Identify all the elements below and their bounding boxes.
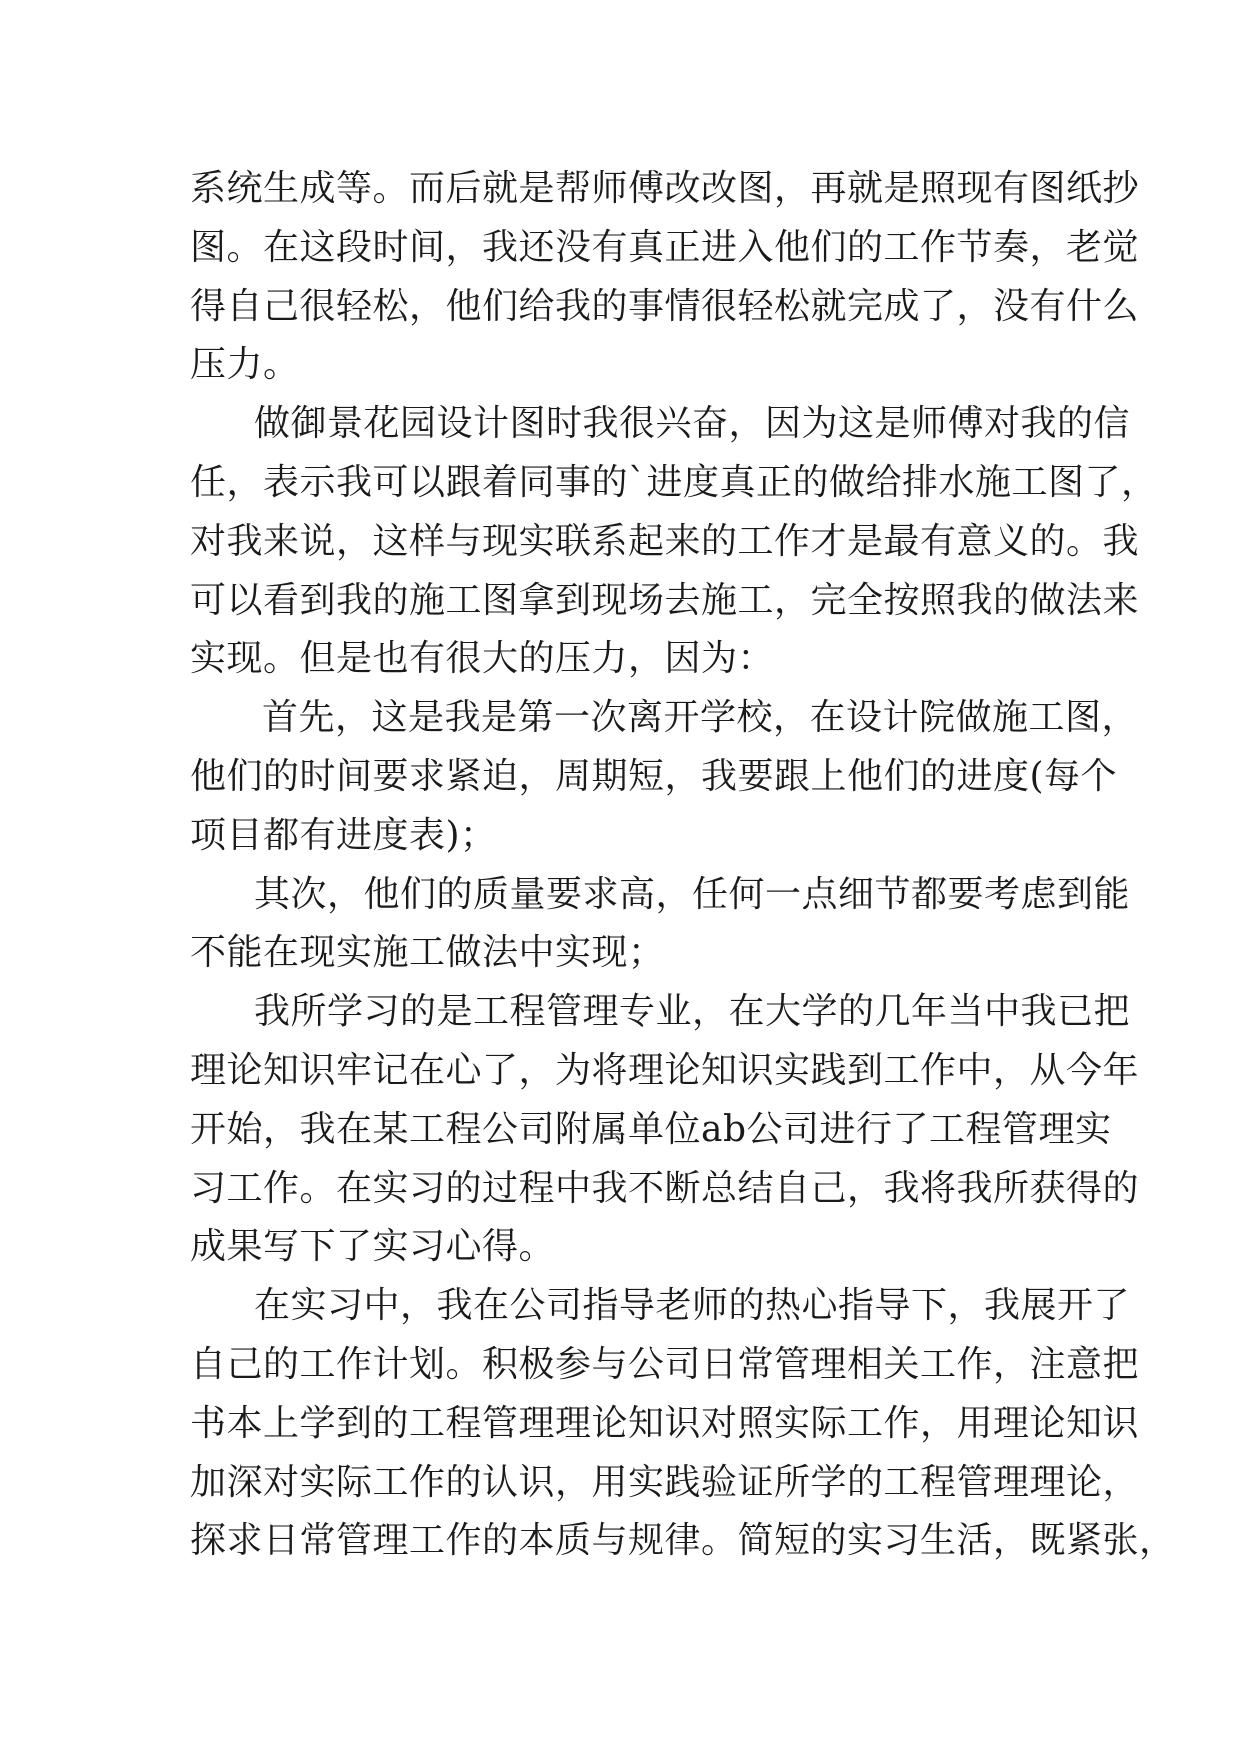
text-line: 成果写下了实习心得。 — [190, 1226, 556, 1268]
text-line: 得自己很轻松，他们给我的事情很轻松就完成了，没有什么 — [190, 285, 1140, 327]
text-line: 任，表示我可以跟着同事的`进度真正的做给排水施工图了， — [190, 461, 1158, 503]
paragraph-first-line: 其次，他们的质量要求高，任何一点细节都要考虑到能 — [254, 873, 1131, 915]
paragraph-first-line: 首先，这是我是第一次离开学校，在设计院做施工图， — [262, 697, 1139, 739]
document-body — [190, 160, 1176, 1571]
text-line: 不能在现实施工做法中实现； — [190, 932, 665, 974]
text-line: 图。在这段时间，我还没有真正进入他们的工作节奏，老觉 — [190, 226, 1140, 268]
text-line: 他们的时间要求紧迫，周期短，我要跟上他们的进度(每个 — [190, 755, 1118, 797]
text-line: 探求日常管理工作的本质与规律。简短的实习生活，既紧张， — [190, 1520, 1176, 1562]
text-line: 实现。但是也有很大的压力，因为： — [190, 638, 775, 680]
paragraph-first-line: 做御景花园设计图时我很兴奋，因为这是师傅对我的信 — [254, 403, 1131, 445]
paragraph-first-line: 我所学习的是工程管理专业，在大学的几年当中我已把 — [254, 991, 1131, 1033]
text-line: 开始，我在某工程公司附属单位ab公司进行了工程管理实 — [190, 1108, 1112, 1150]
text-line: 项目都有进度表)； — [190, 814, 497, 856]
text-line: 自己的工作计划。积极参与公司日常管理相关工作，注意把 — [190, 1343, 1140, 1385]
text-line: 习工作。在实习的过程中我不断总结自己，我将我所获得的 — [190, 1167, 1140, 1209]
text-line: 压力。 — [190, 344, 300, 386]
text-line: 对我来说，这样与现实联系起来的工作才是最有意义的。我 — [190, 520, 1140, 562]
text-line: 可以看到我的施工图拿到现场去施工，完全按照我的做法来 — [190, 579, 1140, 621]
text-line: 系统生成等。而后就是帮师傅改改图，再就是照现有图纸抄 — [190, 168, 1140, 209]
text-line: 理论知识牢记在心了，为将理论知识实践到工作中，从今年 — [190, 1049, 1140, 1091]
paragraph-first-line: 在实习中，我在公司指导老师的热心指导下，我展开了 — [254, 1285, 1131, 1327]
text-line: 加深对实际工作的认识，用实践验证所学的工程管理理论， — [190, 1461, 1140, 1503]
text-line: 书本上学到的工程管理理论知识对照实际工作，用理论知识 — [190, 1402, 1140, 1444]
